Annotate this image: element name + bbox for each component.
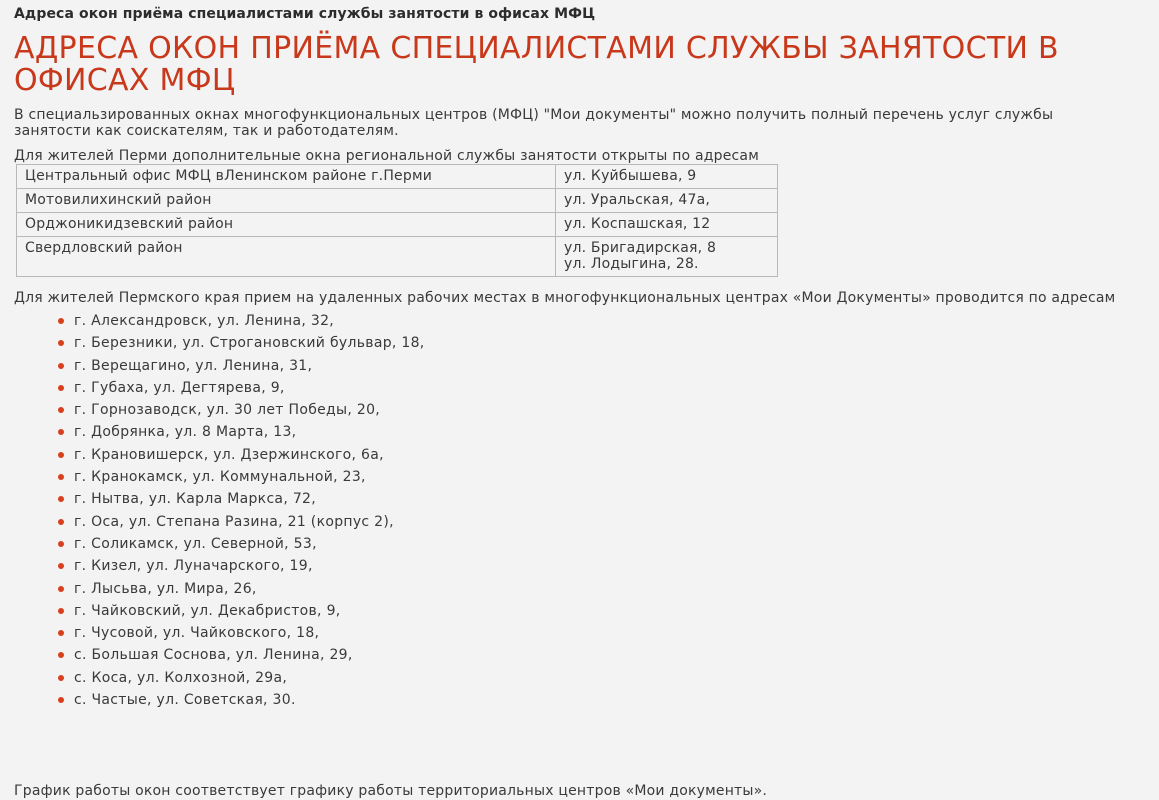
regional-address-list — [14, 310, 1145, 711]
table-row — [17, 189, 778, 213]
address-text: г. Оса, ул. Степана Разина, 21 (корпус 2), — [74, 513, 394, 530]
list-item — [58, 355, 1145, 377]
list-item — [58, 377, 1145, 399]
address-text: г. Крановишерск, ул. Дзержинского, 6а, — [74, 446, 384, 463]
address-line: ул. Лодыгина, 28. — [564, 256, 699, 272]
list-item — [58, 578, 1145, 600]
list-item — [58, 488, 1145, 510]
district-cell: Мотовилихинский район — [17, 189, 556, 213]
schedule-note: График работы окон соответствует графику работы территориальных центров «Мои документы». — [14, 783, 768, 799]
bullet-icon — [58, 652, 64, 658]
perm-offices-heading: Для жителей Перми дополнительные окна региональной службы занятости открыты по адресам — [14, 148, 759, 164]
bullet-icon — [58, 363, 64, 369]
list-item — [58, 399, 1145, 421]
bullet-icon — [58, 429, 64, 435]
address-text: г. Лысьва, ул. Мира, 26, — [74, 580, 257, 597]
address-text: с. Коса, ул. Колхозной, 29а, — [74, 669, 288, 686]
bullet-icon — [58, 385, 64, 391]
list-item — [58, 555, 1145, 577]
address-text: г. Чайковский, ул. Декабристов, 9, — [74, 602, 341, 619]
list-item — [58, 667, 1145, 689]
address-text: г. Нытва, ул. Карла Маркса, 72, — [74, 491, 316, 508]
breadcrumb: Адреса окон приёма специалистами службы занятости в офисах МФЦ — [14, 6, 596, 22]
district-cell: Орджоникидзевский район — [17, 213, 556, 237]
list-item — [58, 533, 1145, 555]
bullet-icon — [58, 563, 64, 569]
address-text: г. Александровск, ул. Ленина, 32, — [74, 313, 335, 329]
address-text: г. Березники, ул. Строгановский бульвар, 18, — [74, 335, 425, 352]
bullet-icon — [58, 697, 64, 703]
intro-paragraph: В специальзированных окнах многофункциональных центров (МФЦ) "Мои документы" можно получить полный перечень услуг службы занятости как соискателям, так и работодателям. — [14, 107, 1054, 139]
page-title: АДРЕСА ОКОН ПРИЁМА СПЕЦИАЛИСТАМИ СЛУЖБЫ ЗАНЯТОСТИ В ОФИСАХ МФЦ — [14, 31, 1059, 98]
bullet-icon — [58, 318, 64, 324]
address-text: с. Большая Соснова, ул. Ленина, 29, — [74, 647, 353, 664]
address-text: с. Частые, ул. Советская, 30. — [74, 692, 296, 709]
list-item — [58, 421, 1145, 443]
bullet-icon — [58, 630, 64, 636]
bullet-icon — [58, 608, 64, 614]
bullet-icon — [58, 340, 64, 346]
address-text: г. Соликамск, ул. Северной, 53, — [74, 535, 317, 552]
district-cell: Центральный офис МФЦ вЛенинском районе г.Перми — [17, 165, 556, 189]
perm-offices-table — [16, 164, 778, 277]
address-text: г. Губаха, ул. Дегтярева, 9, — [74, 379, 285, 396]
address-text: г. Кранокамск, ул. Коммунальной, 23, — [74, 469, 366, 486]
district-cell: Свердловский район — [17, 237, 556, 277]
bullet-icon — [58, 452, 64, 458]
address-text: г. Чусовой, ул. Чайковского, 18, — [74, 625, 320, 642]
list-item — [58, 332, 1145, 354]
bullet-icon — [58, 541, 64, 547]
bullet-icon — [58, 496, 64, 502]
address-cell: ул. Коспашская, 12 — [556, 213, 778, 237]
regional-heading: Для жителей Пермского края прием на удаленных рабочих местах в многофункциональных центрах «Мои Документы» проводится по адресам — [14, 290, 1116, 306]
bullet-icon — [58, 675, 64, 681]
list-item — [58, 622, 1145, 644]
address-cell: ул. Куйбышева, 9 — [556, 165, 778, 189]
address-text: г. Добрянка, ул. 8 Марта, 13, — [74, 424, 297, 441]
address-cell: ул. Уральская, 47а, — [556, 189, 778, 213]
address-text: г. Кизел, ул. Луначарского, 19, — [74, 558, 313, 575]
address-text: г. Горнозаводск, ул. 30 лет Победы, 20, — [74, 402, 381, 419]
address-cell — [556, 237, 778, 277]
list-item — [58, 644, 1145, 666]
address-text: г. Верещагино, ул. Ленина, 31, — [74, 357, 313, 374]
bullet-icon — [58, 407, 64, 413]
bullet-icon — [58, 519, 64, 525]
list-item — [58, 511, 1145, 533]
list-item — [58, 444, 1145, 466]
table-row — [17, 213, 778, 237]
table-row — [17, 237, 778, 277]
list-item — [58, 466, 1145, 488]
list-item — [58, 689, 1145, 711]
bullet-icon — [58, 586, 64, 592]
list-item — [58, 600, 1145, 622]
list-item — [58, 310, 1145, 332]
address-line: ул. Бригадирская, 8 — [564, 240, 717, 256]
table-row — [17, 165, 778, 189]
bullet-icon — [58, 474, 64, 480]
